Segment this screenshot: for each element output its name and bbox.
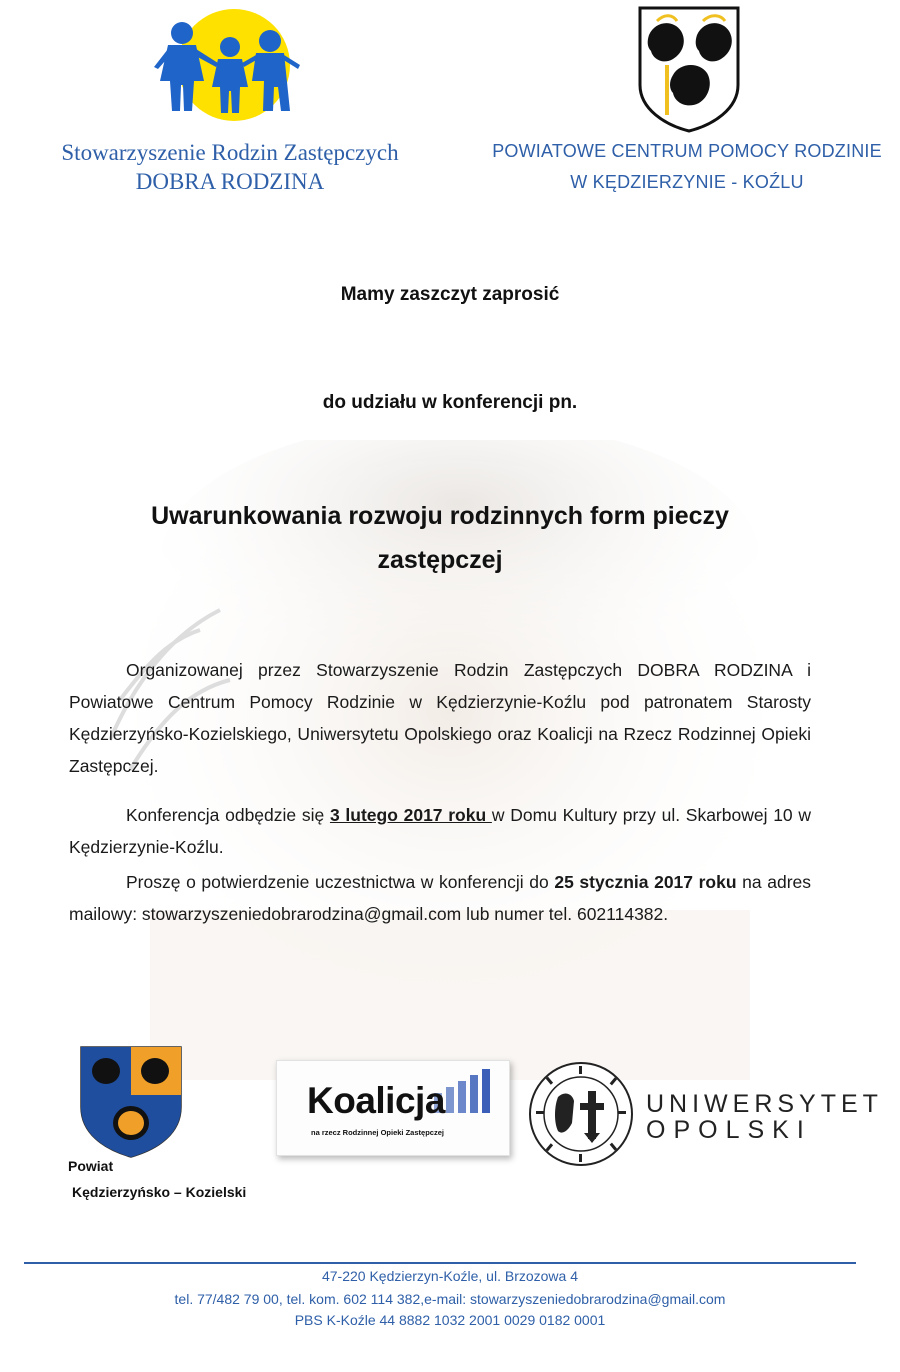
left-organization-name [20, 138, 440, 196]
date-intro-text: Konferencja odbędzie się [126, 805, 330, 825]
conference-date: 3 lutego 2017 roku [329, 805, 492, 825]
left-org-line2: DOBRA RODZINA [135, 169, 325, 194]
right-org-line2: W KĘDZIERZYNIE - KOŹLU [570, 172, 804, 192]
conference-title-line2: zastępczej [377, 546, 503, 574]
pcpr-coat-of-arms [637, 5, 741, 133]
footer-divider [24, 1262, 856, 1264]
powiat-name-line1: Powiat [68, 1158, 114, 1174]
koalicja-logo [276, 1060, 510, 1156]
paragraph-date-venue [69, 799, 811, 863]
footer-bank-account: PBS K-Koźle 44 8882 1032 2001 0029 0182 0001 [294, 1312, 606, 1328]
university-seal [528, 1061, 634, 1167]
footer-contact: tel. 77/482 79 00, tel. kom. 602 114 382,e-mail: stowarzyszeniedobrarodzina@gmail.com [174, 1291, 726, 1307]
paragraph-confirmation [69, 866, 811, 930]
paragraph-organizers-text: Organizowanej przez Stowarzyszenie Rodzin Zastępczych DOBRA RODZINA i Powiatowe Centrum Pomocy Rodzinie w Kędzierzynie-Koźlu pod patronatem Starosty Kędzierzyńsko-Kozielskiego, Uniwersytetu Opolskiego oraz Koalicji na Rzecz Rodzinnej Opieki Zastępczej. [69, 660, 811, 776]
conference-title [90, 494, 790, 582]
confirmation-deadline: 25 stycznia 2017 roku [554, 872, 737, 892]
venue-text: w Domu Kultury przy ul. Skarbowej 10 w Kędzierzynie-Koźlu. [69, 805, 812, 857]
koalicja-subtitle: na rzecz Rodzinnej Opieki Zastępczej [311, 1128, 444, 1137]
confirmation-contact-text: na adres mailowy: stowarzyszeniedobrarodzina@gmail.com lub numer tel. 602114382. [69, 872, 811, 924]
dobra-rodzina-logo [142, 5, 314, 123]
conference-title-line1: Uwarunkowania rozwoju rodzinnych form pieczy [151, 502, 729, 530]
powiat-name-line2: Kędzierzyńsko – Kozielski [72, 1184, 247, 1200]
invitation-line2: do udziału w konferencji pn. [322, 392, 578, 413]
paragraph-organizers [69, 654, 811, 782]
right-organization-name [462, 136, 900, 198]
powiat-coat-of-arms [79, 1045, 183, 1159]
right-org-line1: POWIATOWE CENTRUM POMOCY RODZINIE [492, 141, 882, 161]
invitation-line1: Mamy zaszczyt zaprosić [340, 284, 560, 305]
footer-address: 47-220 Kędzierzyn-Koźle, ul. Brzozowa 4 [321, 1268, 579, 1284]
confirmation-intro-text: Proszę o potwierdzenie uczestnictwa w konferencji do [126, 872, 555, 892]
koalicja-wordmark: Koalicja [307, 1080, 445, 1121]
university-name-line1: UNIWERSYTET [646, 1090, 883, 1118]
university-name-line2: OPOLSKI [646, 1116, 812, 1144]
left-org-line1: Stowarzyszenie Rodzin Zastępczych [61, 140, 399, 165]
